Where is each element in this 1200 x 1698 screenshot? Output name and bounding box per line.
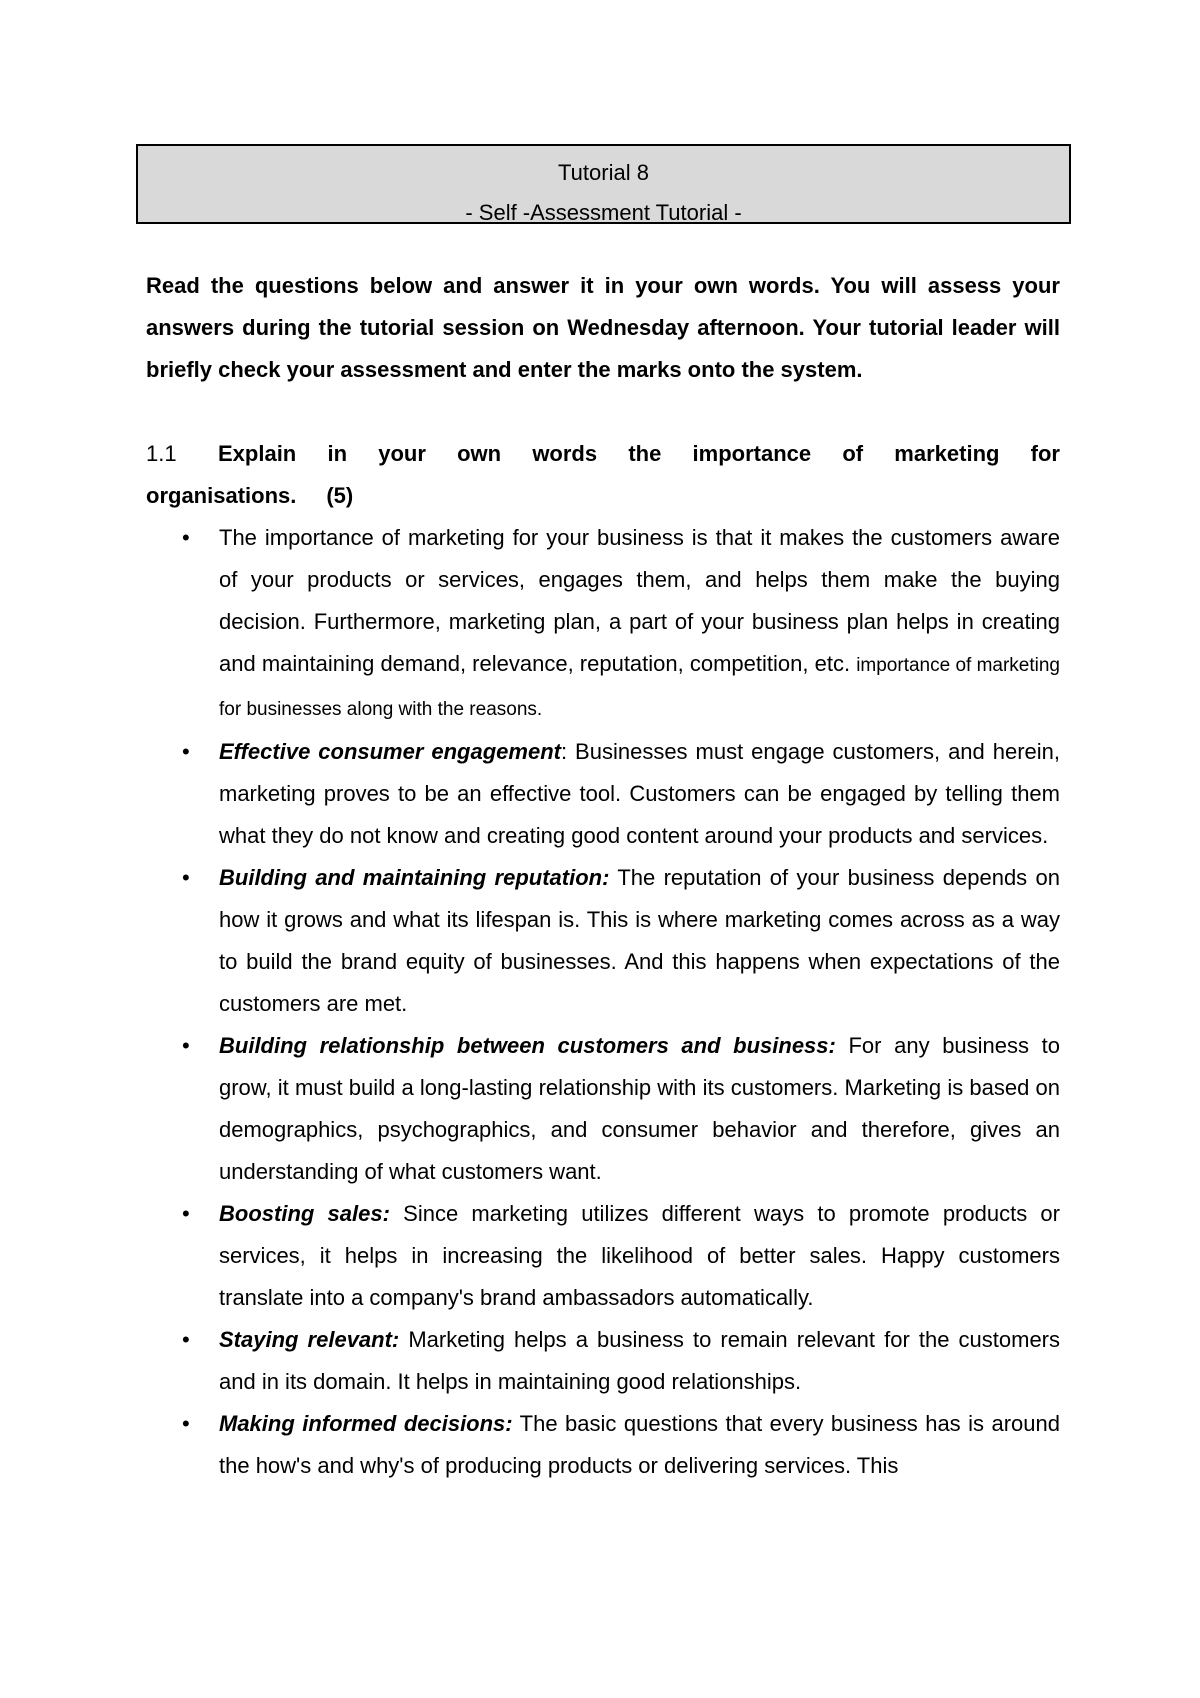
list-item	[146, 1193, 1060, 1319]
list-item	[146, 1403, 1060, 1487]
answer-intro-small: importance of marketing for businesses along with the reasons.	[219, 655, 1061, 720]
bullet-icon: •	[182, 739, 190, 764]
list-item	[146, 857, 1060, 1025]
question-text-line1: Explain in your own words the importance of marketing for	[218, 441, 1060, 466]
document-page	[146, 144, 1060, 1487]
question-text-end: organisations.	[146, 483, 297, 508]
answer-term: Staying relevant:	[219, 1327, 400, 1352]
answer-term: Effective consumer engagement	[219, 739, 561, 764]
list-item	[146, 1025, 1060, 1193]
answer-text: The reputation of your business depends on how it grows and what its lifespan is. This is where marketing comes across as a way to build the brand equity of businesses. And this happens when expectations of the customers are met.	[219, 865, 1060, 1016]
bullet-icon: •	[182, 865, 190, 890]
title-box	[136, 144, 1071, 224]
answer-intro: The importance of marketing for your business is that it makes the customers aware of your products or services, engages them, and helps them make the buying decision. Furthermore, marketing plan, a part of your business plan helps in creating and maintaining demand, relevance, reputation, competition, etc.	[219, 525, 1060, 676]
question-text-line2	[146, 475, 1060, 517]
bullet-icon: •	[182, 1327, 190, 1352]
bullet-icon: •	[182, 1411, 190, 1436]
bullet-icon: •	[182, 1033, 190, 1058]
question-marks: (5)	[326, 483, 354, 508]
page-subtitle: - Self -Assessment Tutorial -	[465, 200, 742, 225]
page-title: Tutorial 8	[558, 160, 649, 185]
list-item	[146, 731, 1060, 857]
list-item	[146, 517, 1060, 731]
answer-text: The basic questions that every business has is around the how's and why's of producing products or delivering services. This	[219, 1411, 1060, 1478]
bullet-icon: •	[182, 1201, 190, 1226]
bullet-icon: •	[182, 525, 190, 550]
answer-text: Businesses must engage customers, and herein, marketing proves to be an effective tool. Customers can be engaged by telling them what they do not know and creating good content around your products and services.	[219, 739, 1060, 848]
answer-text: Since marketing utilizes different ways to promote products or services, it helps in increasing the likelihood of better sales. Happy customers translate into a company's brand ambassadors automatically.	[219, 1201, 1060, 1310]
question-1-1	[146, 433, 1060, 517]
answer-text: For any business to grow, it must build a long-lasting relationship with its customers. Marketing is based on demographics, psychographics, and consumer behavior and therefore, gives an understanding of what customers want.	[219, 1033, 1060, 1184]
answer-text: Marketing helps a business to remain relevant for the customers and in its domain. It helps in maintaining good relationships.	[219, 1327, 1061, 1394]
answer-term: Building and maintaining reputation:	[219, 865, 610, 890]
answer-list	[146, 517, 1060, 1487]
question-number: 1.1	[146, 441, 177, 466]
instructions-paragraph: Read the questions below and answer it in your own words. You will assess your answers during the tutorial session on Wednesday afternoon. Your tutorial leader will briefly check your assessment and enter the marks onto the system.	[146, 273, 1060, 382]
answer-term: Boosting sales:	[219, 1201, 390, 1226]
answer-term: Building relationship between customers and business:	[219, 1033, 836, 1058]
answer-term-sep: :	[560, 739, 568, 764]
answer-term: Making informed decisions:	[219, 1411, 513, 1436]
list-item	[146, 1319, 1060, 1403]
